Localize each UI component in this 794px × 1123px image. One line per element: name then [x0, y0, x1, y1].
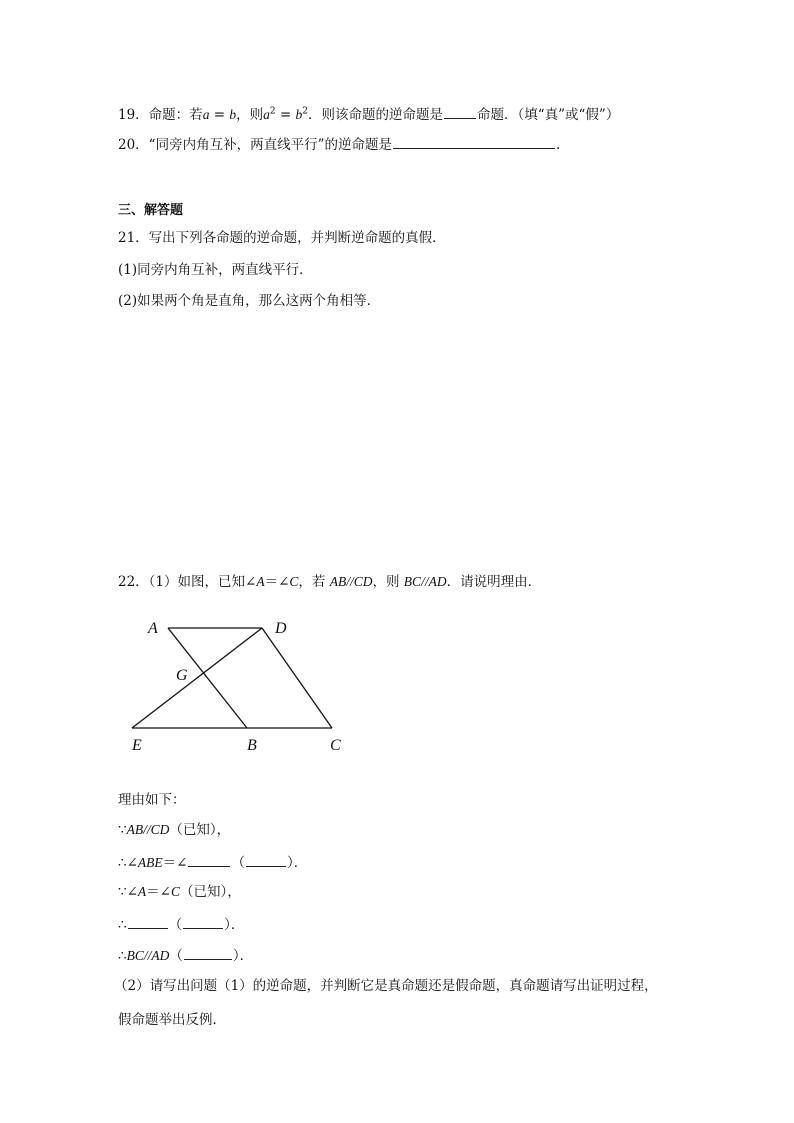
label-point-d: D	[275, 620, 287, 637]
question-22-part-2-line-2: 假命题举出反例．	[118, 1012, 226, 1028]
section-heading: 三、解答题	[118, 203, 184, 218]
answer-blank-reason-5[interactable]	[184, 945, 232, 960]
answer-blank-reason-2[interactable]	[246, 852, 286, 867]
label-point-g: G	[176, 667, 188, 684]
answer-blank-19[interactable]	[444, 104, 476, 119]
label-point-c: C	[330, 737, 341, 754]
question-19: 19．命题：若a = b，则$a^2 = b^2$．则该命题的逆命题是 命题．（填“真”或“假”）	[118, 104, 619, 124]
answer-blank-20[interactable]	[393, 134, 555, 149]
answer-blank-statement-4[interactable]	[128, 914, 168, 929]
question-22-stem: 22．（1）如图，已知∠A＝∠C，若 AB//CD，则 BC//AD．请说明理由．	[118, 574, 542, 590]
segment-de	[132, 628, 262, 728]
label-point-a: A	[148, 620, 158, 637]
reason-step-3: ∵∠A＝∠C（已知），	[118, 884, 241, 900]
answer-blank-angle[interactable]	[188, 852, 230, 867]
question-21-part-1: (1)同旁内角互补，两直线平行．	[118, 262, 313, 278]
label-point-b: B	[247, 737, 257, 754]
reason-step-4: ∴ （ ）．	[118, 914, 244, 934]
answer-blank-reason-4[interactable]	[183, 914, 223, 929]
question-21-stem: 21．写出下列各命题的逆命题，并判断逆命题的真假．	[118, 230, 446, 246]
question-22-part-2-line-1: （2）请写出问题（1）的逆命题，并判断它是真命题还是假命题，真命题请写出证明过程，	[114, 978, 658, 994]
reason-step-1: ∵AB//CD（已知），	[118, 822, 231, 838]
reason-title: 理由如下：	[118, 792, 186, 808]
question-21-part-2: (2)如果两个角是直角，那么这两个角相等．	[118, 293, 381, 309]
geometry-figure	[120, 610, 360, 760]
reason-step-5: ∴BC//AD（ ）．	[118, 945, 253, 965]
label-point-e: E	[132, 737, 142, 754]
segment-dc	[262, 628, 332, 728]
question-20: 20．“同旁内角互补，两直线平行”的逆命题是 .	[118, 134, 560, 154]
reason-step-2: ∴∠ABE＝∠ （ ）．	[118, 852, 307, 872]
